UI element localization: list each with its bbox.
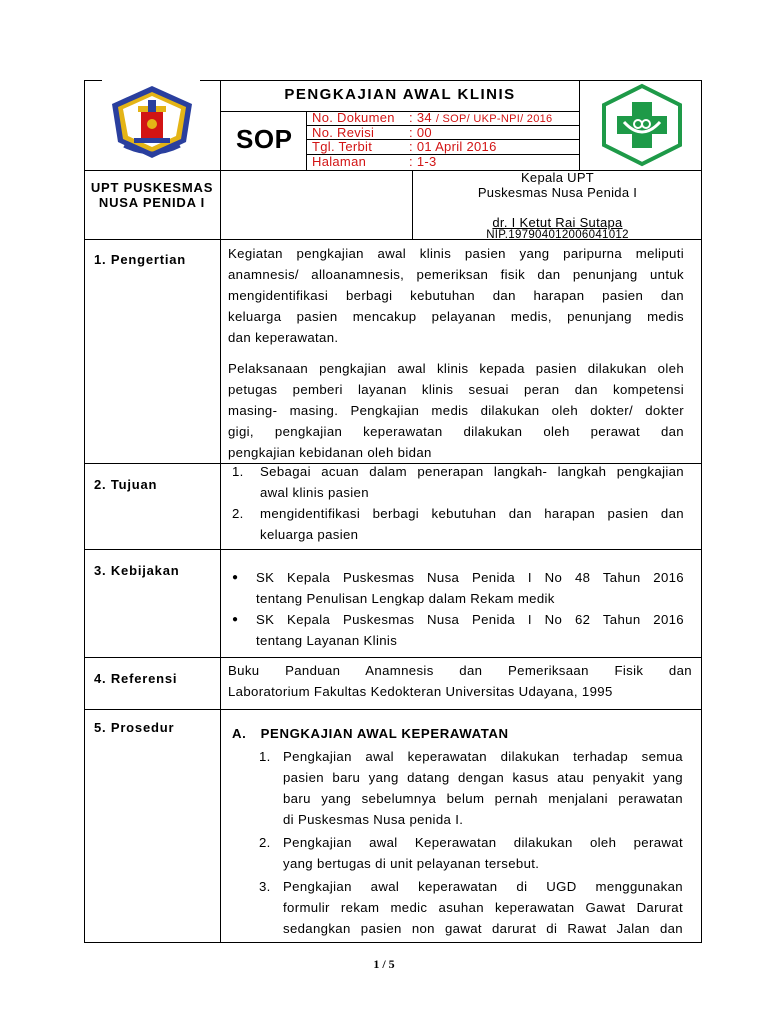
tujuan-list xyxy=(232,461,684,545)
puskesmas-logo-icon xyxy=(598,82,686,168)
page-value: : 1-3 xyxy=(409,154,437,169)
list-item xyxy=(259,876,683,939)
institution-name xyxy=(84,180,220,210)
table-border-bottom xyxy=(84,942,702,943)
doc-number-suffix: / SOP/ UKP-NPI/ 2016 xyxy=(435,113,553,125)
list-number: 3. xyxy=(259,879,271,894)
document-title: PENGKAJIAN AWAL KLINIS xyxy=(284,86,516,103)
pengertian-line: mengidentifikasi berbagi kebutuhan dan harapan pasien dan xyxy=(228,288,684,303)
prosedur-list xyxy=(259,746,683,939)
pengertian-text xyxy=(228,243,684,463)
section-label-pengertian: 1. Pengertian xyxy=(94,252,187,267)
pengertian-line: masing- masing. Pengkajian medis dilakukan oleh dokter/ dokter xyxy=(228,403,684,418)
subheading-letter: A. xyxy=(232,726,247,741)
page-number: 1 / 5 xyxy=(373,957,395,971)
revision-label: No. Revisi xyxy=(312,125,375,140)
section-label-tujuan: 2. Tujuan xyxy=(94,477,158,492)
doc-number-main: : 34 xyxy=(409,110,432,125)
section-label-kebijakan: 3. Kebijakan xyxy=(94,563,180,578)
pengertian-line: Kegiatan pengkajian awal klinis pasien yang paripurna meliputi xyxy=(228,246,684,261)
list-item xyxy=(232,609,684,651)
list-text: Pengkajian awal keperawatan di UGD menggunakan xyxy=(283,879,683,894)
list-text: di Puskesmas Nusa penida I. xyxy=(283,812,464,827)
section-label-referensi: 4. Referensi xyxy=(94,671,178,686)
section-label-prosedur: 5. Prosedur xyxy=(94,720,175,735)
table-border-top-left xyxy=(84,80,102,81)
list-text: Pengkajian awal keperawatan dilakukan terhadap semua xyxy=(283,749,683,764)
table-border-top xyxy=(200,80,702,81)
referensi-line: Buku Panduan Anamnesis dan Pemeriksaan Fisik dan xyxy=(228,663,692,678)
prosedur-subheading xyxy=(232,726,509,741)
pengertian-line: petugas pemberi layanan klinis sesuai peran dan kompetensi xyxy=(228,382,684,397)
head-title: Kepala UPT xyxy=(520,170,595,185)
table-divider-col xyxy=(220,80,221,942)
pengertian-line: anamnesis/ alloanamnesis, pemeriksan fisik dan penunjang untuk xyxy=(228,267,684,282)
list-text: tentang Penulisan Lengkap dalam Rekam medik xyxy=(256,591,555,606)
subheading-title: PENGKAJIAN AWAL KEPERAWATAN xyxy=(260,726,509,741)
list-number: 1. xyxy=(259,749,271,764)
pengertian-line: Pelaksanaan pengkajian awal klinis kepada pasien dilakukan oleh xyxy=(228,361,684,376)
list-number: 2. xyxy=(259,835,271,850)
revision-value: : 00 xyxy=(409,125,432,140)
head-nip: NIP.197904012006041012 xyxy=(486,229,629,241)
issue-date-label: Tgl. Terbit xyxy=(312,139,373,154)
list-text: tentang Layanan Klinis xyxy=(256,633,398,648)
institution-line-1: UPT PUSKESMAS xyxy=(90,180,214,195)
bullet-icon: ● xyxy=(232,614,239,625)
kebijakan-list xyxy=(232,567,684,651)
list-item xyxy=(259,832,683,874)
list-number: 2. xyxy=(232,506,244,521)
list-item xyxy=(232,503,684,545)
list-text: yang bertugas di unit pelayanan tersebut. xyxy=(283,856,540,871)
pengertian-line: pengkajian kebidanan oleh bidan xyxy=(228,445,432,460)
list-text: SK Kepala Puskesmas Nusa Penida I No 48 Tahun 2016 xyxy=(256,570,684,585)
list-item xyxy=(232,567,684,609)
list-text: pasien baru yang datang dengan kasus atau penyakit yang xyxy=(283,770,683,785)
list-text: sedangkan pasien non gawat darurat di Rawat Jalan dan xyxy=(283,921,683,936)
list-text: Pengkajian awal Keperawatan dilakukan oleh perawat xyxy=(283,835,683,850)
head-name: dr. I Ketut Rai Sutapa xyxy=(492,215,623,230)
referensi-text xyxy=(228,660,692,702)
row-divider xyxy=(84,549,702,550)
pengertian-line: gigi, pengkajian keperawatan dilakukan oleh perawat dan xyxy=(228,424,684,439)
bullet-icon: ● xyxy=(232,572,239,583)
list-text: formulir rekam medic asuhan keperawatan Gawat Darurat xyxy=(283,900,683,915)
list-text: awal klinis pasien xyxy=(260,485,369,500)
head-organization: Puskesmas Nusa Penida I xyxy=(477,185,638,200)
header-sop-divider xyxy=(306,111,307,170)
pengertian-line: keluarga pasien mencakup pelayanan medis, penunjang medis xyxy=(228,309,684,324)
bali-province-crest-icon xyxy=(104,80,200,160)
list-number: 1. xyxy=(232,464,244,479)
pengertian-line: dan keperawatan. xyxy=(228,330,339,345)
list-text: mengidentifikasi berbagi kebutuhan dan harapan pasien dan xyxy=(260,506,684,521)
list-text: SK Kepala Puskesmas Nusa Penida I No 62 Tahun 2016 xyxy=(256,612,684,627)
issue-date-value: : 01 April 2016 xyxy=(409,139,497,154)
row-divider xyxy=(84,657,702,658)
sop-label: SOP xyxy=(236,124,293,154)
signature-block xyxy=(413,170,702,241)
list-item xyxy=(232,461,684,503)
row-divider xyxy=(84,709,702,710)
page-label: Halaman xyxy=(312,154,367,169)
list-text: keluarga pasien xyxy=(260,527,359,542)
list-text: Sebagai acuan dalam penerapan langkah- langkah pengkajian xyxy=(260,464,684,479)
doc-number-label: No. Dokumen xyxy=(312,110,395,125)
referensi-line: Laboratorium Fakultas Kedokteran Universitas Udayana, 1995 xyxy=(228,684,613,699)
list-item xyxy=(259,746,683,830)
institution-line-2: NUSA PENIDA I xyxy=(98,195,206,210)
list-text: baru yang sebelumnya belum pernah menjalani perawatan xyxy=(283,791,683,806)
